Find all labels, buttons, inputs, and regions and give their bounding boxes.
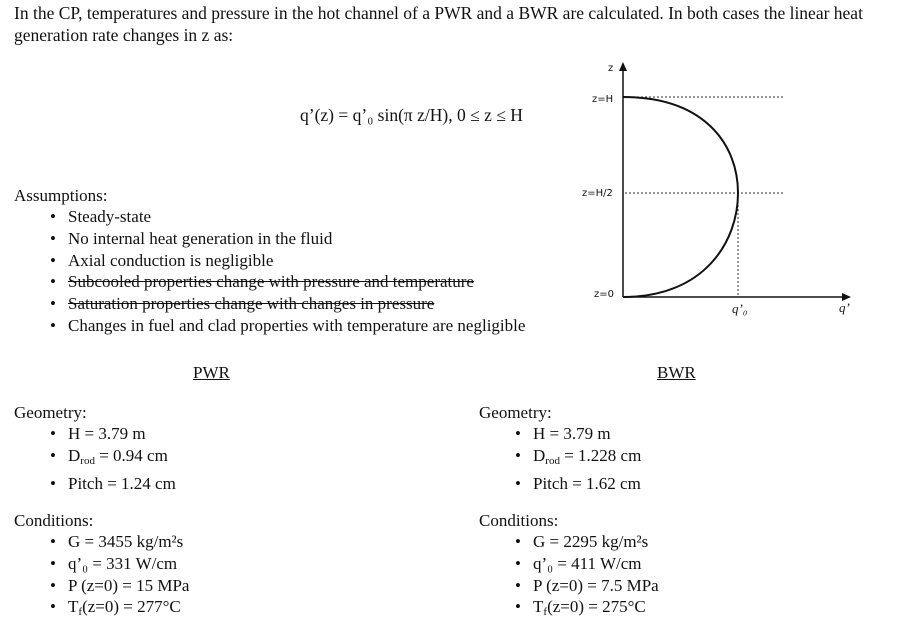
tf-subscript: f xyxy=(543,606,548,619)
assumptions-list xyxy=(46,206,525,337)
assumption-item-struck: • Saturation properties change with changes in pressure xyxy=(46,293,525,315)
bwr-pitch: • Pitch = 1.62 cm xyxy=(511,473,641,495)
pwr-geometry xyxy=(14,403,176,494)
pwr-height: • H = 3.79 m xyxy=(46,423,176,445)
assumption-item: • Axial conduction is negligible xyxy=(46,250,525,272)
bwr-mass-flux: • G = 2295 kg/m²s xyxy=(511,531,659,553)
assumption-item: • No internal heat generation in the fluid xyxy=(46,228,525,250)
assumption-item: • Changes in fuel and clad properties with temperature are negligible xyxy=(46,315,525,337)
drod-value: = 0.94 cm xyxy=(94,445,168,465)
assumption-item-struck: • Subcooled properties change with pressure and temperature xyxy=(46,271,525,293)
bwr-rod-diameter xyxy=(511,445,641,473)
drod-subscript: rod xyxy=(80,454,95,467)
pwr-peak-heat-rate: • q’₀ = 331 W/cm xyxy=(46,553,189,575)
bwr-inlet-pressure: • P (z=0) = 7.5 MPa xyxy=(511,575,659,597)
q0-label: q’₀ xyxy=(732,301,748,316)
bwr-conditions-heading: Conditions: xyxy=(479,511,559,530)
bwr-geometry-heading: Geometry: xyxy=(479,403,552,422)
z-axis-arrow-icon xyxy=(619,62,627,71)
assumptions-heading: Assumptions: xyxy=(14,186,108,205)
pwr-rod-diameter xyxy=(46,445,176,473)
bwr-title: BWR xyxy=(657,363,696,382)
pwr-pitch: • Pitch = 1.24 cm xyxy=(46,473,176,495)
drod-symbol: D xyxy=(68,445,81,465)
label-z-mid: z=H/2 xyxy=(582,188,613,199)
bwr-inlet-temperature xyxy=(511,596,659,624)
bwr-height: • H = 3.79 m xyxy=(511,423,641,445)
tf-symbol: T xyxy=(68,597,79,617)
bwr-conditions xyxy=(479,511,659,624)
tf-value: (z=0) = 275°C xyxy=(547,597,646,617)
power-profile-diagram xyxy=(570,50,870,325)
intro-paragraph: In the CP, temperatures and pressure in the hot channel of a PWR and a BWR are calculated. In both cases the linear heat generation rate changes in z as: xyxy=(14,3,863,45)
bwr-geometry-list xyxy=(511,423,641,494)
pwr-geometry-list xyxy=(46,423,176,494)
drod-symbol: D xyxy=(533,445,546,465)
tf-subscript: f xyxy=(78,606,83,619)
drod-subscript: rod xyxy=(545,454,560,467)
bwr-geometry xyxy=(479,403,641,494)
pwr-conditions-heading: Conditions: xyxy=(14,511,94,530)
heat-rate-equation: q’(z) = q’₀ sin(π z/H), 0 ≤ z ≤ H xyxy=(300,105,523,125)
bwr-peak-heat-rate: • q’₀ = 411 W/cm xyxy=(511,553,659,575)
tf-value: (z=0) = 277°C xyxy=(82,597,181,617)
pwr-inlet-pressure: • P (z=0) = 15 MPa xyxy=(46,575,189,597)
pwr-conditions xyxy=(14,511,189,624)
assumption-item: • Steady-state xyxy=(46,206,525,228)
assumptions-section xyxy=(14,186,525,337)
label-z-bottom: z=0 xyxy=(594,289,614,300)
pwr-mass-flux: • G = 3455 kg/m²s xyxy=(46,531,189,553)
drod-value: = 1.228 cm xyxy=(559,445,642,465)
pwr-geometry-heading: Geometry: xyxy=(14,403,87,422)
sine-profile-curve xyxy=(623,97,738,297)
bwr-conditions-list xyxy=(511,531,659,624)
pwr-conditions-list xyxy=(46,531,189,624)
tf-symbol: T xyxy=(533,597,544,617)
q-axis-label: q’ xyxy=(839,300,850,315)
pwr-title: PWR xyxy=(193,363,230,382)
label-z-top: z=H xyxy=(592,94,614,105)
pwr-inlet-temperature xyxy=(46,596,189,624)
z-axis-label: z xyxy=(608,63,614,74)
